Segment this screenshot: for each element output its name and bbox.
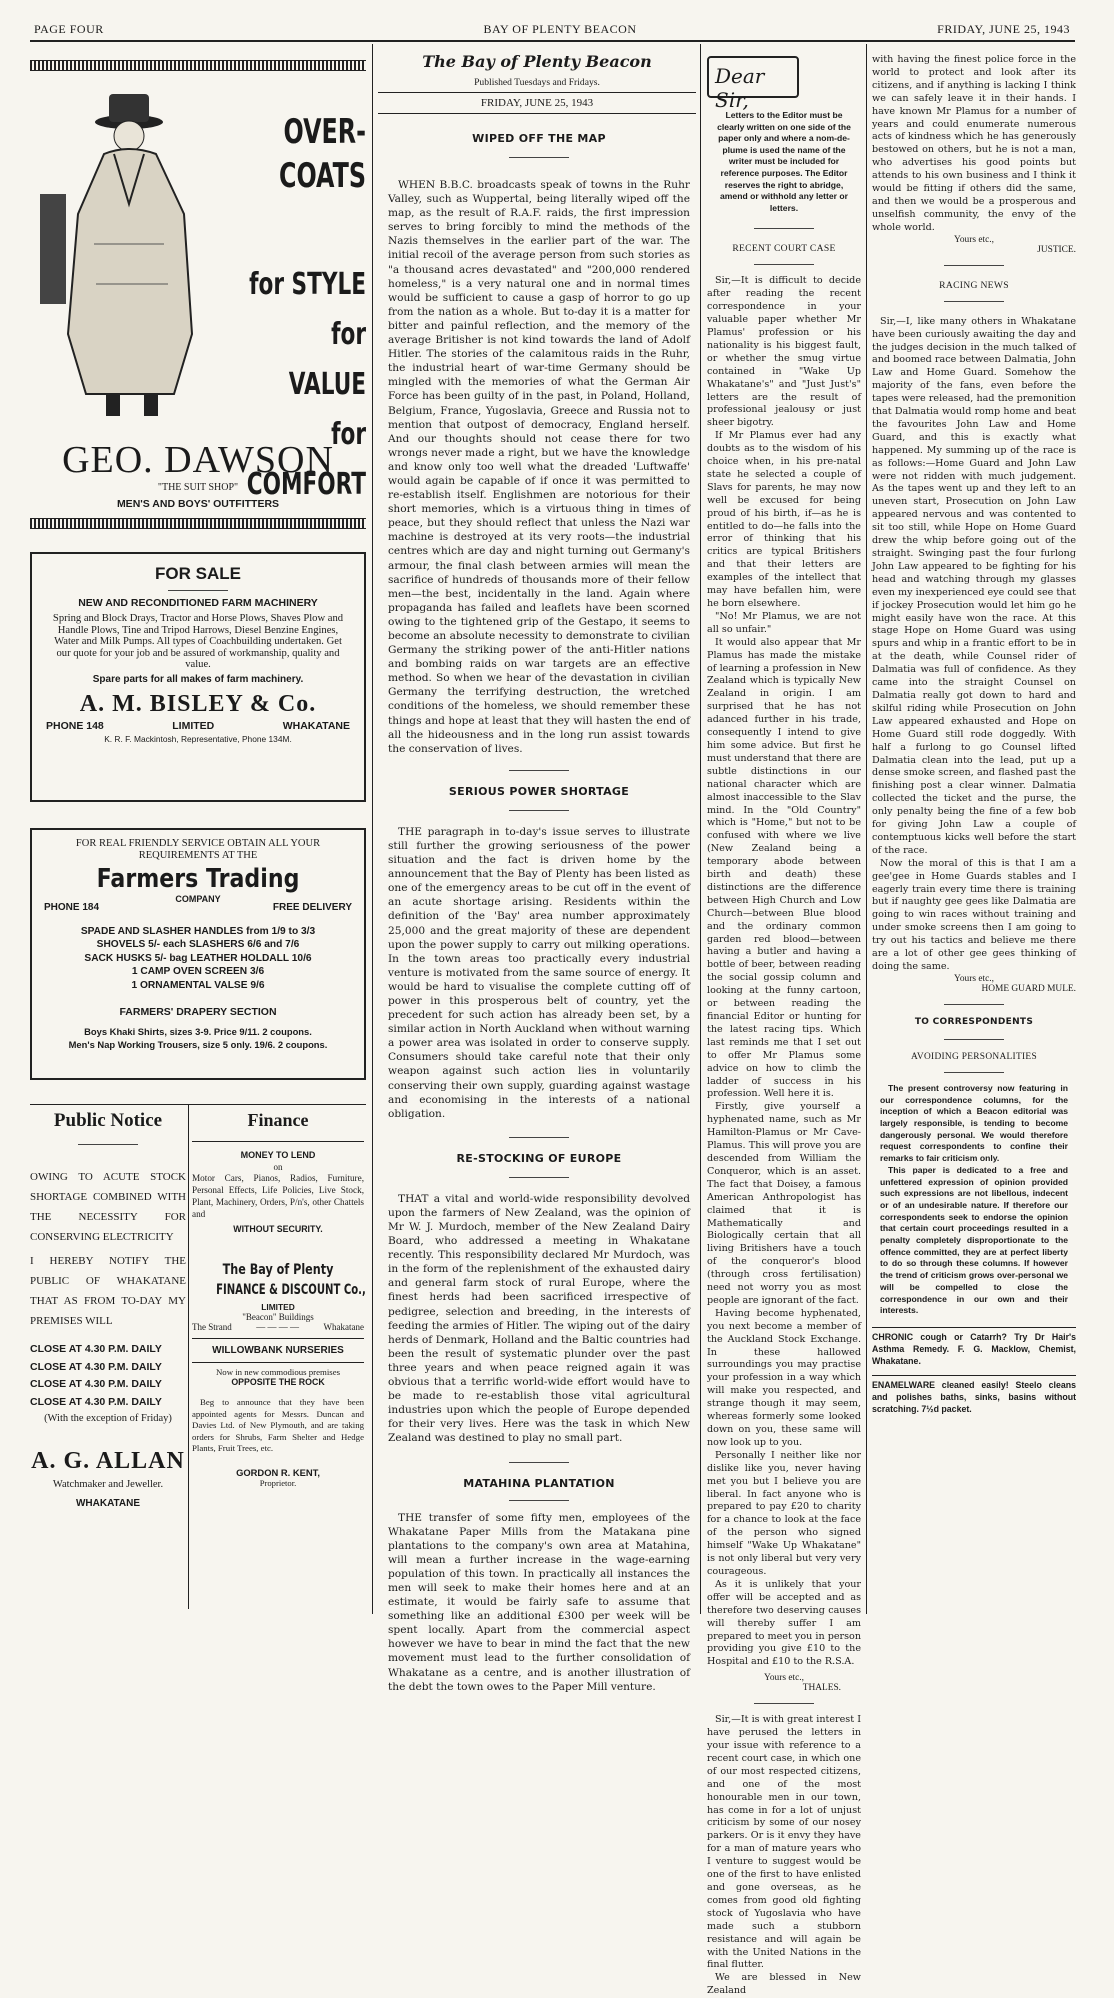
list-item: SPADE AND SLASHER HANDLES from 1/9 to 3/3 (80, 926, 316, 937)
editorial-body-3: THAT a vital and world-wide responsibility devolved upon the farmers of New Zealand, was the opinion of Mr W. J. Murdoch, member of the New Zealand Dairy Board, who addressed a meeting in Whakatane recently. This responsibility declared Mr Murdoch, was in the form of the replenishment of the exhausted dairy and general farm stock of rural Europe, where the finest herds had been sacrificed irrespective of pedigree, selection and breeding, in the interests of feeding the armies of Hitler. The wiping out of the dairy herds of Denmark, Holland and the Baltic countries had been the result of systematic plunder over the past three years and when peace reigned again it was obvious that a terrific world-wide effort would have to be made to re-establish those vital agricultural industries upon which the people of Europe depended for their very lives. Here was the task in which New Zealand was destined to play no small part. (388, 1192, 690, 1445)
notice-notify: I HEREBY NOTIFY THE PUBLIC OF WHAKATANE THAT AS FROM TO-DAY MY PREMISES WILL (30, 1255, 186, 1327)
bisley-spare-parts: Spare parts for all makes of farm machinery. (92, 673, 304, 685)
farmers-delivery: FREE DELIVERY (272, 902, 352, 913)
racing-news-title: RACING NEWS (939, 279, 1009, 291)
editorial-body-1: WHEN B.B.C. broadcasts speak of towns in the Ruhr Valley, such as Wuppertal, being literally wiped off the map, as the result of R.A.F. raids, the first impression serves to bring forcibly to mind the methods of the Nazis themselves in the earlier part of the war. The initial recoil of the average person from such stories as "a thousand acres devastated" and "200,000 rendered homeless," is a very natural one and in normal times would be sufficient to cause a gasp of horror to go up from the nation as a whole. But to-day it is a matter for bitter and painful reflection, and the memory of the average Britisher is not kind towards the land of Adolf Hitler. The stories of the calamitous raids in the Ruhr, the industrial heart of war-time Germany should be mingled with the memories of what the German Air Force has been guilty of in the past, in Poland, Holland, Belgium, France, Yugoslavia, Greece and Russia not to mention that outpost of democracy, England herself. And our thoughts should not cease there for two wrongs never made a right, but we have the knowledge and know only too well what the dreaded 'Luftwaffe' would again be capable of if once it was permitted to re-establish itself. Englishmen are notorious for their short memories, which is a virtuous thing in times of peace, but they should reflect that unless the Nazi war machine is destroyed at its very roots—the industrial centres which are day and night turning out Germany's armour, the final clash between armies will mean the sacrifice of hundreds of thousands more of their fellow men—the best, incidentally in the land. Again where propaganda has failed and leaflets have been scorned owing to the tightened grip of the Gestapo, it seems to become an absolute necessity to demonstrate to civilian Germany the striking power of the anti-Hitler nations and bombing raids on war targets are an effective method. So when we hear of the devastation in civilian Germany the terrifying destruction, the wretched conditions of the homeless, we should remember these things and hope at least that they will hasten the end of all the hideousness and in the long run assist towards the conservation of lives. (388, 179, 690, 755)
bisley-phone: PHONE 148 (46, 719, 104, 732)
masthead-pub: Published Tuesdays and Fridays. (474, 77, 600, 88)
public-notice-title: Public Notice (53, 1110, 163, 1131)
dawson-shop: "THE SUIT SHOP" (157, 482, 239, 493)
masthead (378, 52, 696, 114)
editorial-title-1: WIPED OFF THE MAP (472, 132, 606, 145)
slogan: for STYLE for VALUE for COMFORT (246, 267, 366, 502)
farmers-company: COMPANY (175, 894, 221, 904)
willowbank-title: WILLOWBANK NURSERIES (212, 1345, 344, 1356)
farmers-phone: PHONE 184 (44, 902, 100, 913)
masthead-title: The Bay of Plenty Beacon (422, 52, 652, 71)
editorial-title-2: SERIOUS POWER SHORTAGE (448, 784, 630, 798)
closing-times: CLOSE AT 4.30 P.M. DAILY CLOSE AT 4.30 P.M. DAILY CLOSE AT 4.30 P.M. DAILY CLOSE AT 4.30 P.M. DAILY (30, 1343, 162, 1408)
bisley-rep: K. R. F. Mackintosh, Representative, Phone 134M. (104, 733, 292, 744)
man-in-overcoat-illustration (34, 84, 224, 424)
list-item: 1 CAMP OVEN SCREEN 3/6 (131, 966, 265, 978)
farmers-name: Farmers Trading (96, 864, 300, 894)
allan-trade: Watchmaker and Jeweller. (52, 1479, 164, 1490)
money-to-lend: MONEY TO LEND (240, 1150, 316, 1160)
finance-discount: FINANCE & DISCOUNT Co., (216, 1282, 366, 1298)
editorial-body-4: THE transfer of some fifty men, employees of the Whakatane Paper Mills from the Matakana pine plantations to the company's own area at Matahina, will mean a further increase in the wage-earning population of this town. In practically all instances the men will seek to make their homes here and at an estimate, it would be fairly safe to assume that something like an additional £300 per week will be spent locally. Apart from the commercial aspect however we have to bear in mind the fact that the new movement must lead to the further consolidation of Whakatane as a centre, and is another illustration of the debt the town owes to the Paper Mill venture. (388, 1511, 690, 1693)
finance-body: Motor Cars, Pianos, Radios, Furniture, Personal Effects, Life Policies, Live Stock, Plant, Machinery, Orders, P/n's, other Chattels and (192, 1173, 364, 1219)
chronic-ad: CHRONIC cough or Catarrh? Try Dr Hair's Asthma Remedy. F. G. Macklow, Chemist, Whakatane. (872, 1331, 1076, 1366)
bisley-town: WHAKATANE (282, 719, 350, 732)
dawson-outfitters: MEN'S AND BOYS' OUTFITTERS (116, 498, 280, 510)
dawson-ad (30, 60, 366, 530)
list-item: 1 ORNAMENTAL VALSE 9/6 (131, 979, 265, 991)
editorial-body-2: THE paragraph in to-day's issue serves to illustrate still further the growing seriousness of the power situation and the fact is driven home by the announcement that the Bay of Plenty has been listed as one of the emergency areas to be cut off in the event of an acute shortage arising. Residents within the definition of the 'Bay' area number approximately 25,000 and the great majority of these are dependent upon the power supply to carry out milking operations. In the town areas too practically every industrial venture is motivated from the same source of energy. It would be hard to visualise the complete cutting off of power in this prosperous belt of country, yet the precedent for such action has already been set, by a similar action in North Auckland when without warning a power area was isolated in order to conserve supply. Consumers should take careful note that their only weapon against such action lies in voluntarily conserving their own supply, guarding against wastage and economising in the interests of a national obligation. (388, 825, 690, 1120)
overcoats-heading: OVER- COATS (278, 112, 366, 196)
signature-mule: HOME GUARD MULE. (981, 983, 1076, 994)
willowbank-body: Beg to announce that they have been appointed agents for Messrs. Duncan and Davies Ltd. of New Plymouth, and are taking orders for Shrubs, Farm Shelter and Hedge Plants, Fruit Trees, etc. (192, 1397, 364, 1454)
editorial-title-4: MATAHINA PLANTATION (463, 1476, 615, 1490)
avoiding-personalities-title: AVOIDING PERSONALITIES (911, 1051, 1037, 1062)
notice-body: OWING TO ACUTE STOCK SHORTAGE COMBINED WITH THE NECESSITY FOR CONSERVING ELECTRICITY (30, 1171, 186, 1243)
correspondents-title: TO CORRESPONDENTS (914, 1016, 1034, 1027)
bisley-name: A. M. BISLEY & Co. (79, 690, 317, 717)
list-item: SHOVELS 5/- each SLASHERS 6/6 and 7/6 (96, 939, 300, 951)
drapery-heading: FARMERS' DRAPERY SECTION (119, 1006, 277, 1019)
list-item: Men's Nap Working Trousers, size 5 only. 19/6. 2 coupons. (68, 1038, 328, 1050)
list-item: Boys Khaki Shirts, sizes 3-9. Price 9/11. 2 coupons. (84, 1026, 312, 1038)
editorial-column (388, 132, 690, 1694)
letters-column: Dear Sir, Letters to the Editor must be clearly written on one side of the paper only and where a nom-de-plume is used the name of the writer must be included for reference purposes. The Editor reserves the right to abridge, amend or withhold any letter or letters. RECENT COURT CASE Sir,—It is difficult to decide after reading the recent correspondence in your valuable paper whether Mr Plamus' profession or his nationality is his biggest fault, or whether the smug virtue contained in "Wake Up Whakatane's" and "Just Just's" letters are the result of professional jealousy or just sheer bigotry. If Mr Plamus ever had any doubts as to the wisdom of his choice when, in his pre-natal state he selected a couple of Slavs for parents, he may now well be excused for being proud of his birth, if—as he is entitled to do—he falls into the error of thinking that his critics are typical Britishers and that their letters are examples of the intellect that may have befallen him, were he born elsewhere. "No! Mr Plamus, we are not all so unfair." It would also appear that Mr Plamus has made the mistake of learning a profession in New Zealand which is typically New Zealand in origin. I am surprised that he has not adanced further in his trade, consequently I intend to give him some advice. But first he must understand that there are subtle distinctions in our national character which are almost inaccessible to the Slav mind. In the "Old Country" which is "Home," but not to be confused with where we live (New Zealand being a temporary abode between birth and death) these distinctions are the difference between High Church and Low Church—between Blue blood and the ordinary common garden red blood—between having a butler and having a bottle of beer, between reading the social gossip column and looking at the funny cartoon, or between reading the financial Editor or hunting for the latest racing tips. Which last reminds me that I set out to offer Mr Plamus some advice on how to climb the ladder of success in his profession. Well here it is. Firstly, give yourself a hyphenated name, such as Mr Hamilton-Plamus or Mr Cave-Plamus. This will prove you are descended from William the Conqueror, which is an asset. The fact that Doisey, a famous American Anthropologist has claimed that it is Mathematically and Biologically certain that all living Britishers have a touch of the conqueror's blood (through cross fertilisation) need not worry you as most people are ignorant of the fact. Having become hyphenated, you next become a member of the Auckland Stock Exchange. In these hallowed surroundings you may practise your profession in a way which will make you respected, and strange though it may seem, whereas formerly some looked down on you, these same will now look up to you. Personally I neither like nor dislike like you, never having met you but I believe you are liberal. In fact anyone who is prepared to pay £20 to charity for a chance to look at the face of the person who signed himself "Wake Up Whakatane" is not only liberal but very very courageous. As it is unlikely that your offer will be accepted and as therefore two deserving causes will thereby suffer I am prepared to meet you in person providing you give £10 to the Hospital and £10 to the R.S.A. Yours etc., THALES. Sir,—It is with great interest I have perused the letters in your issue with reference to a recent court case, in which one of our most respected citizens, and one of the most honourable men in our town, has come in for a lot of unjust criticism by some of our nosey parkers. Or is it envy they have for a man of mature years who I venture to suggest would be one of the first to have enlisted and gone overseas, as he comes from good old fighting stock of Yugoslavia who have made such a stubborn resistance and will again be with the United Nations in the final flutter. We are blessed in New Zealand (707, 56, 861, 1998)
list-item: SACK HUSKS 5/- bag LEATHER HOLDALL 10/6 (84, 952, 312, 964)
right-column: with having the finest police force in the world to protect and look after its citizens, and if anything is lacking I think we can safely leave it in their hands. I have known Mr Plamus for a number of years and could enumerate numerous acts of kindness which he has generously bestowed on others, but he is not a man, who advertises his good points but attends to his own business and I think it would be fitting if others did the same, and then we would be a prosperous and unselfish community, the envy of the whole world. Yours etc., JUSTICE. RACING NEWS Sir,—I, like many others in Whakatane have been curiously awaiting the day and the judges decision in the much talked of and boomed race between Dalmatia, John Law and Home Guard. Somehow the majority of the fans, even before the tapes were released, had the premonition that Dalmatia would romp home and beat the favourites John Law and Home Guard, and this is exactly what happened. My summing up of the race is as follows:—Home Guard and John Law were not ridden with much judgement. As the tapes went up and they left to an uneven start, Prosecution on John Law appeared nervous and was contented to sit too still, while Hope on Home Guard drew the whip before going out of the straight. Swinging past the four furlong John Law appeared to be fighting for his head and watching through my glasses even my inexperienced eye could see that if jockey Prosecution would let him go he might easily have won the race. At this stage Hope on Home Guard was using spurs and whip in a frantic effort to be in at the death, while Counsel rider of Dalmatia was full of confidence. As they came into the straight Counsel on Dalmatia really got down to hard and skilful riding while Prosecution on John Law appeared exhausted and Hope on Home Guard still rode doggedly. With half a furlong to go Counsel lifted Dalmatia clean into the lead, put up a dense smoke screen, and flashed past the finishing post a clear winner. Dalmatia collected the ticket and the purse, the only penalty being the fine of a few bob for giving John Law a couple of contemptuous kicks well before the start of the race. Now the moral of this is that I am a gee'gee in Home Guards stables and I eagerly train every time there is training but if naughty gee gees like Dalmatia are going to win races without training and under smoke screens then I am going to try out his tactics and believe me there are a lot of other gee gees thinking of doing the same. Yours etc., HOME GUARD MULE. TO CORRESPONDENTS AVOIDING PERSONALITIES The present controversy now featuring in our correspondence columns, for the inception of which a Beacon editorial was largely responsible, is tending to become dangerously personal. We would therefore request correspondents to confine their remarks to fair criticism only. This paper is dedicated to a free and unfettered expression of opinion provided such expressions are not libellous, indecent or of an undesirable nature. If therefore our correspondents seek to endorse the opinion that certain court proceedings resulted in a penalty completely disproportionate to the offence committed, they are at perfect liberty to do so through these columns. If however the trend of criticism grows over-personal we will be compelled to close the correspondence in our own and their interests. CHRONIC cough or Catarrh? Try Dr Hair's Asthma Remedy. F. G. Macklow, Chemist, Whakatane. ENAMELWARE cleaned easily! Steelo cleans and polishes baths, sinks, basins without scratching. 7½d packet. (872, 54, 1076, 1414)
dear-sir-heading: Dear Sir, (707, 56, 799, 98)
public-notice-ad (30, 1110, 186, 1509)
bisley-limited: LIMITED (172, 719, 215, 732)
bop-finance-name: The Bay of Plenty (222, 1262, 334, 1278)
drapery-items (44, 1026, 352, 1051)
for-sale-heading: FOR SALE (155, 564, 241, 583)
farmers-trading-ad (30, 828, 366, 1080)
finance-title: Finance (247, 1110, 309, 1130)
farmers-items (44, 925, 352, 992)
notice-exception: (With the exception of Friday) (44, 1413, 172, 1424)
issue-date: FRIDAY, JUNE 25, 1943 (937, 22, 1070, 36)
without-security: WITHOUT SECURITY. (233, 1224, 323, 1234)
farmers-intro: FOR REAL FRIENDLY SERVICE OBTAIN ALL YOUR REQUIREMENTS AT THE (75, 838, 321, 861)
signature-thales: THALES. (802, 1683, 841, 1694)
bisley-ad (30, 552, 366, 802)
letters-note: Letters to the Editor must be clearly written on one side of the paper only and where a nom-de-plume is used the name of the writer must be included for reference purposes. The Editor reserves the right to abridge, amend or withhold any letter or letters. (717, 110, 851, 213)
signature-justice: JUSTICE. (1037, 244, 1076, 255)
enamelware-ad: ENAMELWARE cleaned easily! Steelo cleans and polishes baths, sinks, basins without scratching. 7½d packet. (872, 1380, 1076, 1414)
bisley-body: Spring and Block Drays, Tractor and Horse Plows, Shaves Plow and Handle Plows, Tine and Tripod Harrows, Diesel Benzine Engines, Water and Milk Pumps. All types of Coachbuilding undertaken. Get our quote for your job and be assured of workmanship, quality and value. (52, 613, 344, 671)
court-case-title: RECENT COURT CASE (732, 243, 836, 255)
dawson-name: GEO. DAWSON (62, 439, 334, 481)
allan-town: WHAKATANE (75, 1498, 141, 1509)
bisley-subheading: NEW AND RECONDITIONED FARM MACHINERY (78, 597, 318, 609)
editorial-title-3: RE-STOCKING OF EUROPE (456, 1151, 622, 1165)
masthead-date: FRIDAY, JUNE 25, 1943 (480, 97, 594, 109)
page-number: PAGE FOUR (34, 22, 104, 36)
finance-ad: Finance MONEY TO LEND on Motor Cars, Pianos, Radios, Furniture, Personal Effects, Life Policies, Live Stock, Plant, Machinery, Orders, P/n's, other Chattels and WITHOUT SECURITY. The Bay of Plenty FINANCE & DISCOUNT Co., LIMITED "Beacon" Buildings The Strand — — — — Whakatane WILLOWBANK NURSERIES Now in new commodious premises OPPOSITE THE ROCK Beg to announce that they have been appointed agents for Messrs. Duncan and Davies Ltd. of New Plymouth, and are taking orders for Shrubs, Farm Shelter and Hedge Plants, Fruit Trees, etc. GORDON R. KENT, Proprietor. (192, 1110, 366, 1488)
allan-name: A. G. ALLAN (31, 1448, 185, 1474)
paper-name: BAY OF PLENTY BEACON (483, 22, 637, 36)
